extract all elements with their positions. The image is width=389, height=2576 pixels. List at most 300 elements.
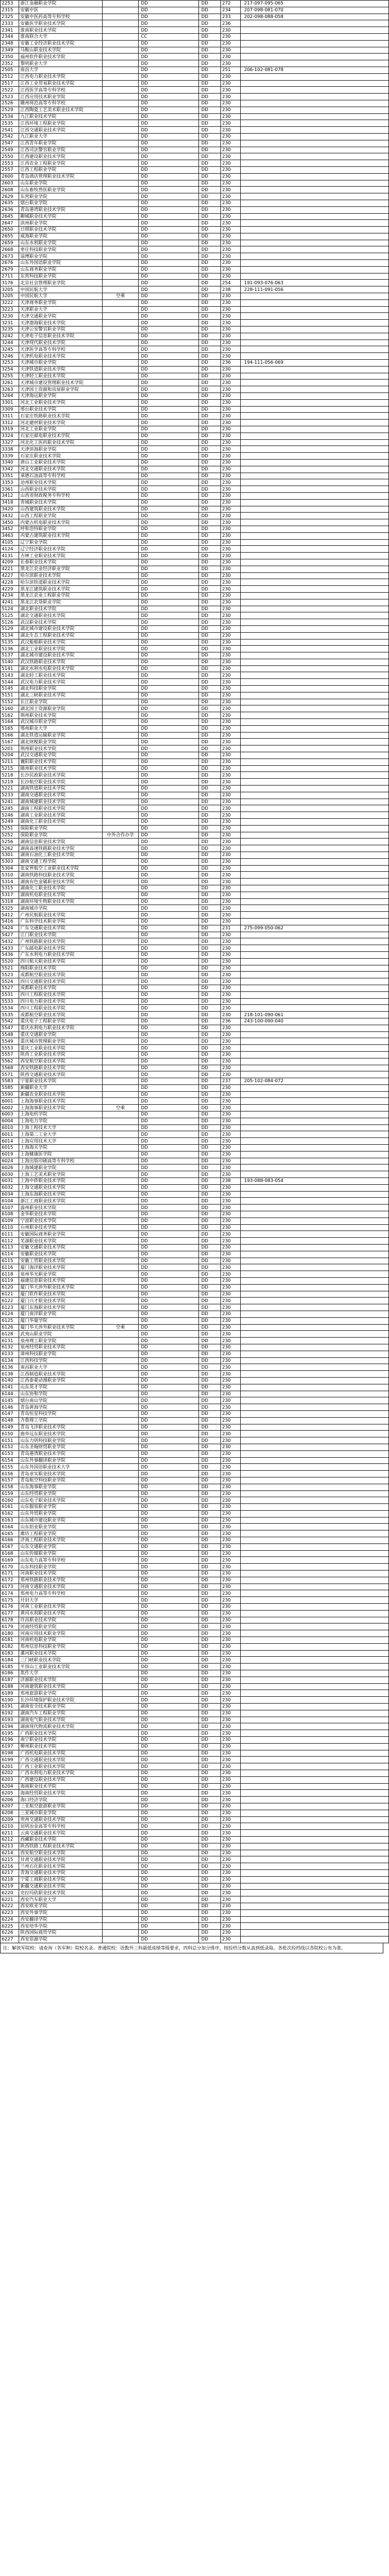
- table-row: [1, 892, 389, 898]
- subject-scores-cell: [241, 1371, 389, 1378]
- school-name-cell: 山东交通职业学院: [19, 1543, 103, 1550]
- level-b-cell: DD: [199, 639, 221, 646]
- school-name-cell: 武夷山职业学院: [19, 1331, 103, 1338]
- level-a-cell: DD: [139, 1238, 199, 1245]
- school-code-cell: 2655: [1, 233, 19, 240]
- school-name-cell: 辽宁经济职业技术学院: [19, 546, 103, 553]
- school-code-cell: 6172: [1, 1577, 19, 1583]
- level-b-cell: DD: [199, 879, 221, 885]
- score-cell: 230: [221, 746, 241, 752]
- level-b-cell: DD: [199, 1131, 221, 1138]
- score-cell: 230: [221, 293, 241, 300]
- subject-scores-cell: [241, 632, 389, 639]
- score-cell: 230: [221, 752, 241, 759]
- score-cell: 230: [221, 1524, 241, 1530]
- level-b-cell: DD: [199, 872, 221, 879]
- school-code-cell: 6162: [1, 1510, 19, 1517]
- level-a-cell: DD: [139, 1776, 199, 1783]
- remark-cell: [103, 1810, 139, 1816]
- table-row: [1, 67, 389, 73]
- subject-scores-cell: [241, 1444, 389, 1450]
- level-a-cell: DD: [139, 1131, 199, 1138]
- table-row: [1, 266, 389, 273]
- level-b-cell: DD: [199, 1344, 221, 1351]
- level-b-cell: DD: [199, 1271, 221, 1278]
- level-b-cell: DD: [199, 1145, 221, 1152]
- level-b-cell: DD: [199, 1118, 221, 1124]
- level-b-cell: DD: [199, 1005, 221, 1012]
- level-a-cell: DD: [139, 1165, 199, 1171]
- school-code-cell: 2517: [1, 80, 19, 87]
- subject-scores-cell: [241, 1031, 389, 1038]
- level-a-cell: DD: [139, 1490, 199, 1497]
- subject-scores-cell: [241, 659, 389, 665]
- school-code-cell: 2325: [1, 14, 19, 20]
- score-cell: 230: [221, 1371, 241, 1378]
- level-a-cell: DD: [139, 1038, 199, 1045]
- table-row: [1, 1810, 389, 1816]
- subject-scores-cell: [241, 819, 389, 826]
- school-code-cell: 6216: [1, 1863, 19, 1870]
- subject-scores-cell: [241, 679, 389, 686]
- level-b-cell: DD: [199, 1111, 221, 1118]
- score-cell: 230: [221, 1876, 241, 1883]
- school-code-cell: 5527: [1, 985, 19, 991]
- remark-cell: [103, 299, 139, 306]
- level-a-cell: DD: [139, 779, 199, 786]
- level-b-cell: DD: [199, 705, 221, 712]
- remark-cell: [103, 1869, 139, 1876]
- score-cell: 230: [221, 1610, 241, 1617]
- school-name-cell: 天津渤海职业技术学院: [19, 320, 103, 327]
- school-code-cell: 5301: [1, 852, 19, 859]
- table-row: [1, 559, 389, 566]
- school-code-cell: 3253: [1, 360, 19, 367]
- subject-scores-cell: [241, 652, 389, 659]
- table-row: [1, 1863, 389, 1870]
- table-row: [1, 1517, 389, 1524]
- table-row: [1, 1311, 389, 1317]
- score-cell: 230: [221, 306, 241, 313]
- score-cell: 230: [221, 1650, 241, 1657]
- score-cell: 230: [221, 1031, 241, 1038]
- level-a-cell: DD: [139, 1084, 199, 1091]
- school-name-cell: 江西电力职业技术学院: [19, 73, 103, 80]
- subject-scores-cell: [241, 612, 389, 619]
- level-b-cell: DD: [199, 832, 221, 839]
- school-name-cell: 广西工业职业技术学院: [19, 1763, 103, 1770]
- level-a-cell: DD: [139, 1823, 199, 1830]
- school-name-cell: 山东职业学院: [19, 180, 103, 187]
- remark-cell: [103, 1577, 139, 1583]
- remark-cell: [103, 7, 139, 14]
- level-b-cell: DD: [199, 213, 221, 220]
- school-name-cell: 山东协和学院: [19, 1391, 103, 1397]
- table-row: [1, 1590, 389, 1597]
- table-row: [1, 206, 389, 213]
- score-cell: 230: [221, 1484, 241, 1490]
- remark-cell: [103, 1084, 139, 1091]
- score-cell: 230: [221, 1637, 241, 1644]
- subject-scores-cell: [241, 499, 389, 506]
- level-a-cell: DD: [139, 87, 199, 94]
- level-b-cell: DD: [199, 1457, 221, 1464]
- remark-cell: [103, 446, 139, 453]
- school-name-cell: 三亚城市职业学院: [19, 1810, 103, 1816]
- subject-scores-cell: [241, 879, 389, 885]
- level-b-cell: DD: [199, 1683, 221, 1690]
- school-code-cell: 6184: [1, 1657, 19, 1664]
- school-name-cell: 西安培华学院: [19, 1923, 103, 1930]
- school-code-cell: 3261: [1, 380, 19, 386]
- school-code-cell: 4229: [1, 586, 19, 593]
- school-code-cell: 2541: [1, 127, 19, 134]
- table-row: [1, 213, 389, 220]
- level-a-cell: DD: [139, 652, 199, 659]
- level-b-cell: DD: [199, 1151, 221, 1158]
- subject-scores-cell: [241, 1118, 389, 1124]
- level-a-cell: DD: [139, 1510, 199, 1517]
- score-cell: 230: [221, 546, 241, 553]
- remark-cell: [103, 1058, 139, 1065]
- school-name-cell: 山东力明科技职业学院: [19, 1437, 103, 1444]
- level-b-cell: DD: [199, 1298, 221, 1304]
- level-a-cell: DD: [139, 266, 199, 273]
- table-row: [1, 832, 389, 839]
- table-row: [1, 7, 389, 14]
- subject-scores-cell: [241, 220, 389, 227]
- table-row: [1, 1490, 389, 1497]
- school-code-cell: 6163: [1, 1517, 19, 1524]
- subject-scores-cell: [241, 1624, 389, 1630]
- score-cell: 230: [221, 1803, 241, 1810]
- subject-scores-cell: [241, 1583, 389, 1590]
- score-cell: 230: [221, 1571, 241, 1577]
- school-name-cell: 厦门华天涉外职业技术学院: [19, 1324, 103, 1331]
- score-cell: 230: [221, 1205, 241, 1211]
- score-cell: 230: [221, 1683, 241, 1690]
- school-name-cell: 平顶山工业职业技术学院: [19, 1664, 103, 1670]
- table-row: [1, 366, 389, 373]
- level-a-cell: DD: [139, 1404, 199, 1411]
- score-cell: 230: [221, 978, 241, 985]
- remark-cell: [103, 339, 139, 346]
- subject-scores-cell: [241, 772, 389, 779]
- school-name-cell: 西安欧亚学院: [19, 1903, 103, 1909]
- level-b-cell: DD: [199, 1517, 221, 1524]
- level-b-cell: DD: [199, 805, 221, 812]
- level-a-cell: DD: [139, 858, 199, 865]
- subject-scores-cell: [241, 1377, 389, 1384]
- remark-cell: [103, 991, 139, 998]
- school-name-cell: 江西交通职业技术学院: [19, 127, 103, 134]
- school-name-cell: 海南经贸职业技术学院: [19, 1790, 103, 1797]
- subject-scores-cell: [241, 1191, 389, 1198]
- score-cell: 230: [221, 1604, 241, 1611]
- school-name-cell: 荆州职业技术学院: [19, 712, 103, 719]
- subject-scores-cell: [241, 479, 389, 486]
- level-a-cell: DD: [139, 1856, 199, 1863]
- school-name-cell: 邢台职业技术学院: [19, 406, 103, 413]
- level-b-cell: DD: [199, 1704, 221, 1710]
- level-a-cell: DD: [139, 193, 199, 200]
- table-row: [1, 1704, 389, 1710]
- level-a-cell: DD: [139, 998, 199, 1005]
- level-b-cell: DD: [199, 1830, 221, 1837]
- school-name-cell: 湖南城市学院: [19, 905, 103, 912]
- level-a-cell: DD: [139, 7, 199, 14]
- remark-cell: [103, 1537, 139, 1544]
- school-code-cell: 2529: [1, 107, 19, 113]
- level-b-cell: DD: [199, 1477, 221, 1484]
- score-cell: 230: [221, 453, 241, 460]
- score-cell: 230: [221, 1743, 241, 1750]
- subject-scores-cell: [241, 1597, 389, 1604]
- table-row: [1, 872, 389, 879]
- score-cell: 230: [221, 1903, 241, 1909]
- level-b-cell: DD: [199, 526, 221, 532]
- subject-scores-cell: [241, 513, 389, 519]
- table-row: [1, 1091, 389, 1098]
- score-cell: 230: [221, 366, 241, 373]
- subject-scores-cell: [241, 1417, 389, 1424]
- school-code-cell: 6140: [1, 1377, 19, 1384]
- level-b-cell: DD: [199, 306, 221, 313]
- level-a-cell: DD: [139, 14, 199, 20]
- subject-scores-cell: [241, 260, 389, 267]
- school-code-cell: 6145: [1, 1397, 19, 1404]
- score-cell: 230: [221, 686, 241, 692]
- level-b-cell: DD: [199, 1863, 221, 1870]
- subject-scores-cell: [241, 872, 389, 879]
- score-cell: 230: [221, 905, 241, 912]
- remark-cell: [103, 1717, 139, 1723]
- school-code-cell: 6149: [1, 1424, 19, 1431]
- school-code-cell: 2647: [1, 220, 19, 227]
- score-cell: 230: [221, 1184, 241, 1191]
- remark-cell: [103, 1797, 139, 1803]
- school-code-cell: 6219: [1, 1883, 19, 1890]
- subject-scores-cell: [241, 1058, 389, 1065]
- remark-cell: [103, 14, 139, 20]
- level-a-cell: DD: [139, 446, 199, 453]
- table-row: [1, 187, 389, 193]
- level-b-cell: DD: [199, 1664, 221, 1670]
- level-b-cell: DD: [199, 1045, 221, 1052]
- level-b-cell: DD: [199, 120, 221, 127]
- school-code-cell: 6185: [1, 1664, 19, 1670]
- school-name-cell: 湖南铁路科技职业技术学院: [19, 872, 103, 879]
- table-row: [1, 1896, 389, 1903]
- school-code-cell: 6195: [1, 1730, 19, 1737]
- score-cell: 230: [221, 639, 241, 646]
- score-cell: 230: [221, 1790, 241, 1797]
- score-cell: 230: [221, 339, 241, 346]
- subject-scores-cell: [241, 1643, 389, 1650]
- table-row: [1, 1770, 389, 1776]
- school-name-cell: 江西科技学院: [19, 1357, 103, 1364]
- score-cell: 230: [221, 805, 241, 812]
- school-code-cell: 6181: [1, 1637, 19, 1644]
- remark-cell: [103, 998, 139, 1005]
- level-b-cell: DD: [199, 1637, 221, 1644]
- remark-cell: [103, 1530, 139, 1537]
- school-code-cell: 3254: [1, 366, 19, 373]
- table-row: [1, 1710, 389, 1717]
- level-a-cell: DD: [139, 253, 199, 260]
- score-cell: 230: [221, 652, 241, 659]
- remark-cell: [103, 659, 139, 665]
- score-cell: 230: [221, 1271, 241, 1278]
- level-a-cell: DD: [139, 1065, 199, 1071]
- school-code-cell: 2350: [1, 54, 19, 60]
- level-b-cell: DD: [199, 1065, 221, 1071]
- level-a-cell: DD: [139, 712, 199, 719]
- remark-cell: [103, 327, 139, 333]
- level-a-cell: DD: [139, 632, 199, 639]
- level-b-cell: DD: [199, 1856, 221, 1863]
- table-row: [1, 373, 389, 380]
- level-b-cell: DD: [199, 1205, 221, 1211]
- school-name-cell: 安徽工业经济职业技术学院: [19, 40, 103, 47]
- score-cell: 230: [221, 1238, 241, 1245]
- subject-scores-cell: [241, 1816, 389, 1823]
- school-name-cell: 青岛求实职业技术学院: [19, 1471, 103, 1477]
- school-code-cell: 2352: [1, 60, 19, 67]
- subject-scores-cell: [241, 1138, 389, 1145]
- level-b-cell: DD: [199, 958, 221, 965]
- table-row: [1, 898, 389, 905]
- subject-scores-cell: [241, 1331, 389, 1338]
- subject-scores-cell: [241, 127, 389, 134]
- school-name-cell: 广西职业技术学院: [19, 1730, 103, 1737]
- remark-cell: [103, 1757, 139, 1763]
- level-a-cell: DD: [139, 665, 199, 672]
- remark-cell: [103, 1450, 139, 1457]
- subject-scores-cell: [241, 227, 389, 233]
- remark-cell: [103, 1571, 139, 1577]
- subject-scores-cell: [241, 1517, 389, 1524]
- score-cell: 230: [221, 912, 241, 919]
- school-name-cell: 陕西国际商贸学院: [19, 1930, 103, 1937]
- school-code-cell: 5152: [1, 699, 19, 705]
- remark-cell: [103, 147, 139, 153]
- level-b-cell: DD: [199, 333, 221, 339]
- remark-cell: [103, 206, 139, 213]
- remark-cell: [103, 466, 139, 473]
- school-name-cell: 湖北国土资源职业学院: [19, 705, 103, 712]
- subject-scores-cell: [241, 60, 389, 67]
- remark-cell: [103, 160, 139, 167]
- level-a-cell: DD: [139, 679, 199, 686]
- level-b-cell: DD: [199, 1697, 221, 1704]
- remark-cell: [103, 1410, 139, 1417]
- school-code-cell: 6218: [1, 1876, 19, 1883]
- table-row: [1, 1497, 389, 1504]
- score-cell: 230: [221, 786, 241, 792]
- level-b-cell: DD: [199, 519, 221, 526]
- score-cell: 230: [221, 499, 241, 506]
- remark-cell: [103, 386, 139, 393]
- level-b-cell: DD: [199, 659, 221, 665]
- score-cell: 230: [221, 1045, 241, 1052]
- table-row: [1, 293, 389, 300]
- school-code-cell: 6222: [1, 1903, 19, 1909]
- score-cell: 230: [221, 94, 241, 100]
- level-b-cell: DD: [199, 200, 221, 206]
- level-a-cell: DD: [139, 433, 199, 439]
- remark-cell: [103, 1111, 139, 1118]
- level-a-cell: DD: [139, 366, 199, 373]
- remark-cell: 空乘: [103, 293, 139, 300]
- score-cell: 230: [221, 1856, 241, 1863]
- remark-cell: [103, 539, 139, 546]
- table-row: [1, 879, 389, 885]
- table-row: [1, 1510, 389, 1517]
- school-name-cell: 江西制造职业技术学院: [19, 1371, 103, 1378]
- subject-scores-cell: [241, 180, 389, 187]
- level-b-cell: DD: [199, 260, 221, 267]
- level-b-cell: DD: [199, 786, 221, 792]
- level-b-cell: DD: [199, 1657, 221, 1664]
- level-a-cell: DD: [139, 1284, 199, 1291]
- remark-cell: [103, 1743, 139, 1750]
- school-name-cell: 山东传媒职业学院: [19, 1550, 103, 1557]
- school-code-cell: 2341: [1, 27, 19, 34]
- level-a-cell: DD: [139, 160, 199, 167]
- subject-scores-cell: [241, 712, 389, 719]
- subject-scores-cell: [241, 898, 389, 905]
- level-b-cell: DD: [199, 299, 221, 306]
- level-b-cell: DD: [199, 1750, 221, 1757]
- level-a-cell: DD: [139, 812, 199, 819]
- school-code-cell: 6123: [1, 1304, 19, 1311]
- table-row: [1, 233, 389, 240]
- level-b-cell: DD: [199, 193, 221, 200]
- score-cell: 230: [221, 1084, 241, 1091]
- score-cell: 230: [221, 812, 241, 819]
- subject-scores-cell: [241, 998, 389, 1005]
- level-a-cell: DD: [139, 592, 199, 599]
- score-cell: 230: [221, 346, 241, 353]
- subject-scores-cell: [241, 439, 389, 446]
- subject-scores-cell: [241, 1357, 389, 1364]
- subject-scores-cell: [241, 327, 389, 333]
- level-b-cell: DD: [199, 1317, 221, 1324]
- level-a-cell: DD: [139, 1317, 199, 1324]
- remark-cell: [103, 746, 139, 752]
- remark-cell: [103, 27, 139, 34]
- remark-cell: [103, 60, 139, 67]
- table-row: [1, 1138, 389, 1145]
- subject-scores-cell: [241, 73, 389, 80]
- table-row: [1, 652, 389, 659]
- remark-cell: [103, 1890, 139, 1896]
- school-name-cell: 武汉职业技术学院: [19, 619, 103, 626]
- remark-cell: [103, 1091, 139, 1098]
- level-b-cell: DD: [199, 1550, 221, 1557]
- school-code-cell: 6220: [1, 1890, 19, 1896]
- level-b-cell: DD: [199, 539, 221, 546]
- school-code-cell: 3244: [1, 339, 19, 346]
- score-cell: 230: [221, 1331, 241, 1338]
- level-b-cell: DD: [199, 965, 221, 972]
- level-a-cell: DD: [139, 1697, 199, 1704]
- school-name-cell: 黑龙江建筑职业技术学院: [19, 586, 103, 593]
- table-row: [1, 100, 389, 107]
- subject-scores-cell: [241, 1730, 389, 1737]
- level-b-cell: DD: [199, 1823, 221, 1830]
